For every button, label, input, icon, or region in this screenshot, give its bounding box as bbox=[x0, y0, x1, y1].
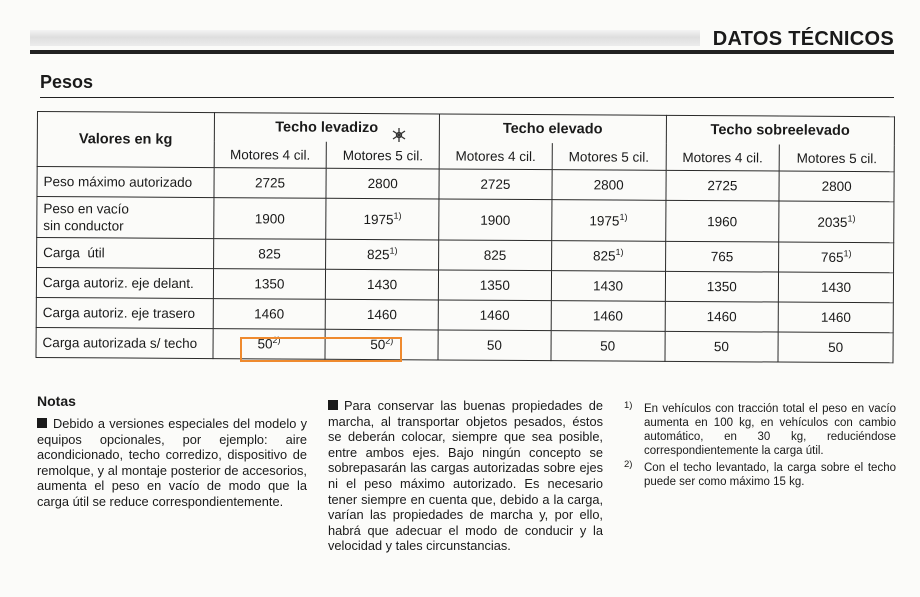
footnote-number: 2) bbox=[624, 459, 633, 470]
table-cell: 1975$^{1)}$ bbox=[326, 198, 439, 240]
group-header-techo-levadizo: Techo levadizo bbox=[214, 113, 440, 143]
page-header-title: DATOS TÉCNICOS bbox=[712, 28, 894, 50]
table-cell: 1960 bbox=[665, 200, 779, 242]
column-header: Motores 5 cil. bbox=[552, 143, 666, 170]
note-paragraph-1: Debido a versiones especiales del modelo y equipos opcionales, por ejemplo: aire acondicionado, techo corredizo, dispositivo de remolque, y al montaje posterior de accesorios, aumenta el peso en vacío de modo que la carga útil se reduce correspondientemente. bbox=[37, 416, 307, 509]
group-header-techo-elevado: Techo elevado bbox=[439, 114, 666, 144]
column-header: Motores 4 cil. bbox=[439, 142, 552, 169]
table-cell: 1460 bbox=[778, 302, 893, 333]
footnote-number: 1) bbox=[624, 400, 633, 411]
table-cell: 50 bbox=[778, 332, 893, 363]
section-title: Pesos bbox=[40, 72, 94, 92]
table-cell: 1900 bbox=[213, 198, 326, 240]
table-cell: 1350 bbox=[213, 269, 326, 300]
table-cell: 1350 bbox=[438, 270, 551, 301]
table-cell: 765 bbox=[665, 241, 779, 272]
table-cell: 2725 bbox=[439, 169, 552, 200]
table-row bbox=[36, 327, 893, 362]
table-cell: 50 bbox=[664, 331, 778, 362]
notes-title: Notas bbox=[37, 393, 76, 409]
square-bullet-icon bbox=[37, 418, 47, 428]
square-bullet-icon bbox=[328, 400, 338, 410]
footnote-1 bbox=[624, 402, 896, 458]
column-header: Motores 4 cil. bbox=[214, 141, 327, 168]
scan-header-band bbox=[30, 30, 700, 46]
table-corner-header: Valores en kg bbox=[37, 112, 214, 168]
table-cell: 2725 bbox=[665, 170, 779, 201]
table-cell: 50$^{2)}$ bbox=[213, 329, 326, 360]
table-cell: 1430 bbox=[779, 272, 894, 303]
column-header: Motores 5 cil. bbox=[326, 142, 439, 169]
table-cell: 2035$^{1)}$ bbox=[779, 201, 894, 243]
note-paragraph-2: Para conservar las buenas propiedades de marcha, al transportar objetos pesados, éstos se deberán colocar, siempre que sea posible, entre ambos ejes. Bajo ningún concepto se sobrepasarán las cargas autorizadas sobre ejes ni el peso máximo autorizado. Es necesario tener siempre en cuenta que, debido a la carga, varían las propiedades de marcha y, por ello, habrá que adecuar el modo de conducir y la velocidad y tales circunstancias. bbox=[328, 398, 603, 554]
table-cell: 2725 bbox=[214, 168, 327, 199]
row-label: Carga autoriz. eje delant. bbox=[36, 268, 213, 299]
table-cell: 825 bbox=[439, 240, 552, 271]
table-cell: 50 bbox=[438, 330, 551, 361]
row-label: Carga autoriz. eje trasero bbox=[36, 297, 213, 328]
table-cell: 50$^{2)}$ bbox=[325, 329, 438, 360]
section-rule bbox=[40, 97, 894, 98]
row-label: Carga autorizada s/ techo bbox=[36, 327, 213, 358]
footnote-text: Con el techo levantado, la carga sobre el techo puede ser como máximo 15 kg. bbox=[644, 462, 896, 488]
row-label: Peso máximo autorizado bbox=[37, 167, 214, 198]
weights-table bbox=[35, 111, 894, 363]
table-cell: 1350 bbox=[665, 271, 779, 302]
table-cell: 1900 bbox=[439, 199, 552, 241]
footnote-2 bbox=[624, 461, 896, 489]
column-header: Motores 5 cil. bbox=[779, 145, 894, 172]
table-cell: 2800 bbox=[779, 171, 894, 202]
table-cell: 1975$^{1)}$ bbox=[551, 200, 665, 242]
table-cell: 2800 bbox=[326, 168, 439, 199]
row-label: Peso en vacío sin conductor bbox=[37, 197, 214, 239]
table-cell: 1460 bbox=[438, 300, 551, 331]
column-header: Motores 4 cil. bbox=[666, 144, 780, 171]
table-cell: 1460 bbox=[551, 301, 665, 332]
row-label: Carga útil bbox=[37, 238, 214, 269]
table-cell: 2800 bbox=[552, 170, 666, 201]
table-cell: 825$^{1)}$ bbox=[551, 241, 665, 272]
table-cell: 825$^{1)}$ bbox=[326, 239, 439, 270]
table-cell: 825 bbox=[213, 239, 326, 270]
table-cell: 765$^{1)}$ bbox=[779, 242, 894, 273]
asterisk-mark-icon bbox=[391, 127, 407, 143]
header-rule bbox=[30, 50, 894, 54]
table-cell: 1430 bbox=[326, 269, 439, 300]
group-header-techo-sobreelevado: Techo sobreelevado bbox=[666, 115, 895, 145]
table-cell: 50 bbox=[551, 331, 665, 362]
table-cell: 1460 bbox=[213, 299, 326, 330]
footnote-text: En vehículos con tracción total el peso en vacío aumenta en 100 kg, en vehículos con cambio automático, en 30 kg, reduciéndose correspondientemente la carga útil. bbox=[644, 403, 896, 457]
table-cell: 1460 bbox=[665, 301, 779, 332]
table-row bbox=[37, 197, 894, 243]
table-cell: 1430 bbox=[551, 271, 665, 302]
table-cell: 1460 bbox=[325, 299, 438, 330]
